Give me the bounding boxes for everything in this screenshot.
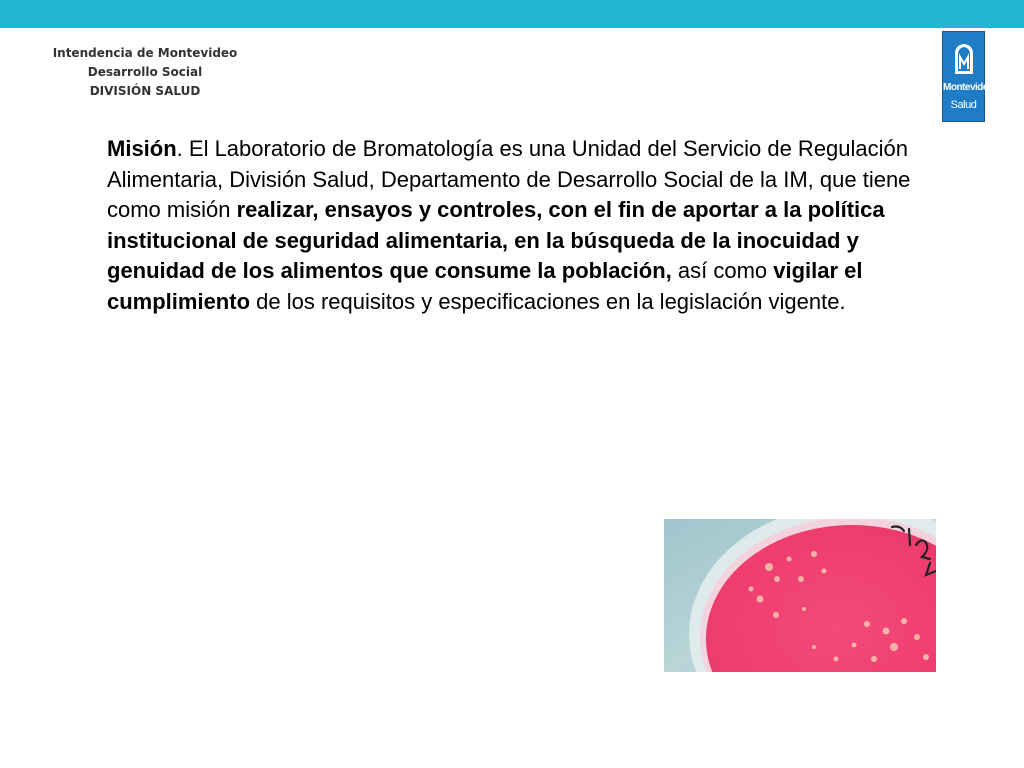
mission-paragraph <box>107 134 919 317</box>
org-line-3: DIVISIÓN SALUD <box>89 84 201 98</box>
mission-label: Misión <box>107 136 177 161</box>
mission-text-2: así como <box>671 258 774 283</box>
mission-bold-2: vigilar el cumplimiento <box>107 258 863 314</box>
mission-text-1: . El Laboratorio de Bromatología es una Unidad del Servicio de Regulación Alimentaria, División Salud, Departamento de Desarrollo Social de la IM, que tiene como misión <box>107 136 911 222</box>
org-line-1: Intendencia de Montevideo <box>52 46 238 60</box>
mission-text-3: de los requisitos y especificaciones en la legislación vigente. <box>250 288 846 314</box>
logo-text-salud: Salud <box>950 99 977 111</box>
petri-dish-photo <box>664 519 936 672</box>
montevideo-salud-logo <box>942 31 994 122</box>
top-accent-bar <box>0 0 1024 28</box>
org-line-2: Desarrollo Social <box>87 65 203 79</box>
petri-dish-image <box>664 519 936 672</box>
montevideo-m-icon <box>952 42 976 76</box>
organization-header <box>40 44 250 101</box>
mission-bold-1: realizar, ensayos y controles, con el fin de aportar a la política institucional de seguridad alimentaria, en la búsqueda de la inocuidad y genuidad de los alimentos que consume la población, <box>107 197 885 283</box>
logo-text-montevideo: Montevideo <box>943 82 994 93</box>
